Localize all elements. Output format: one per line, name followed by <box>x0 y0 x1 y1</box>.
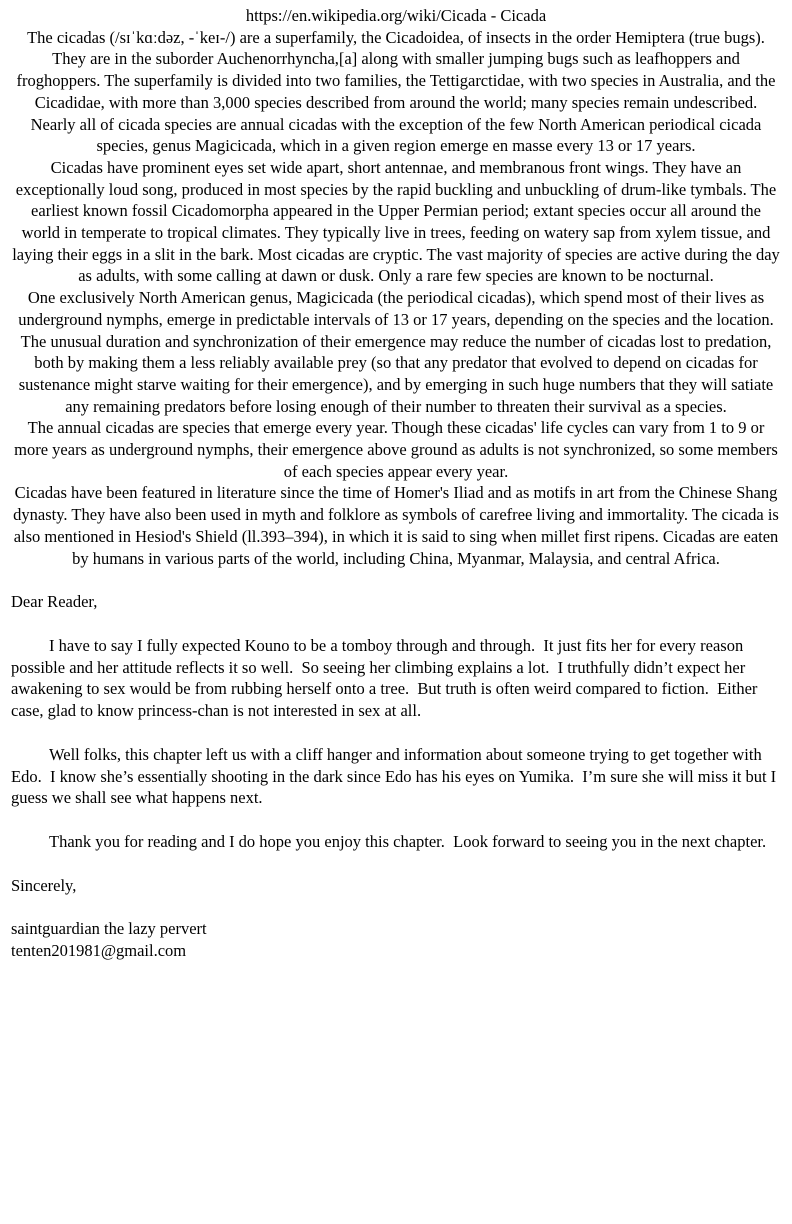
letter-paragraph-thanks: Thank you for reading and I do hope you enjoy this chapter. Look forward to seeing you in the next chapter. <box>49 831 767 851</box>
letter-paragraph-kouno: I have to say I fully expected Kouno to be a tomboy through and through. It just fits her for every reason possible and her attitude reflects it so well. So seeing her climbing explains a lot. I truthfully didn’t expect her awakening to sex would be from rubbing herself onto a tree. But truth is often weird compared to fiction. Either case, glad to know princess-chan is not interested in sex at all. <box>11 635 762 721</box>
page-title: https://en.wikipedia.org/wiki/Cicada - Cicada <box>245 6 547 25</box>
signature-email: tenten201981@gmail.com <box>11 941 187 961</box>
letter-paragraph-chapter: Well folks, this chapter left us with a cliff hanger and information about someone trying to get together with Edo. I know she’s essentially shooting in the dark since Edo has his eyes on Yumika. I’m sure she will miss it but I guess we shall see what happens next. <box>11 744 781 808</box>
letter-salutation: Dear Reader, <box>11 592 98 612</box>
wiki-paragraph-intro: The cicadas (/sɪˈkɑːdəz, -ˈkeɪ-/) are a superfamily, the Cicadoidea, of insects in the order Hemiptera (true bugs). They are in the suborder Auchenorrhyncha,[a] along with smaller jumping bugs such as leafhoppers and froghoppers. The superfamily is divided into two families, the Tettigarctidae, with two species in Australia, and the Cicadidae, with more than 3,000 species described from around the world; many species remain undescribed. Nearly all of cicada species are annual cicadas with the exception of the few North American periodical cicada species, genus Magicicada, which in a given region emerge en masse every 13 or 17 years. <box>16 27 780 156</box>
signature-name: saintguardian the lazy pervert <box>11 919 207 939</box>
wiki-paragraph-description: Cicadas have prominent eyes set wide apart, short antennae, and membranous front wings. They have an exceptionally loud song, produced in most species by the rapid buckling and unbuckling of drum-like tymbals. The earliest known fossil Cicadomorpha appeared in the Upper Permian period; extant species occur all around the world in temperate to tropical climates. They typically live in trees, feeding on watery sap from xylem tissue, and laying their eggs in a slit in the bark. Most cicadas are cryptic. The vast majority of species are active during the day as adults, with some calling at dawn or dusk. Only a rare few species are known to be nocturnal. <box>12 157 784 286</box>
letter-closing: Sincerely, <box>11 875 77 895</box>
wiki-paragraph-culture: Cicadas have been featured in literature since the time of Homer's Iliad and as motifs in art from the Chinese Shang dynasty. They have also been used in myth and folklore as symbols of carefree living and immortality. The cicada is also mentioned in Hesiod's Shield (ll.393–394), in which it is said to sing when millet first ripens. Cicadas are eaten by humans in various parts of the world, including China, Myanmar, Malaysia, and central Africa. <box>13 483 783 568</box>
wiki-paragraph-annual: The annual cicadas are species that emerge every year. Though these cicadas' life cycles can vary from 1 to 9 or more years as underground nymphs, their emergence above ground as adults is not synchronized, so some members of each species appear every year. <box>14 418 782 481</box>
wiki-paragraph-magicicada: One exclusively North American genus, Magicicada (the periodical cicadas), which spend most of their lives as underground nymphs, emerge in predictable intervals of 13 or 17 years, depending on the species and the location. The unusual duration and synchronization of their emergence may reduce the number of cicadas lost to predation, both by making them a less reliably available prey (so that any predator that evolved to depend on cicadas for sustenance might starve waiting for their emergence), and by emerging in such huge numbers that they will satiate any remaining predators before losing enough of their number to threaten their survival as a species. <box>18 288 778 416</box>
